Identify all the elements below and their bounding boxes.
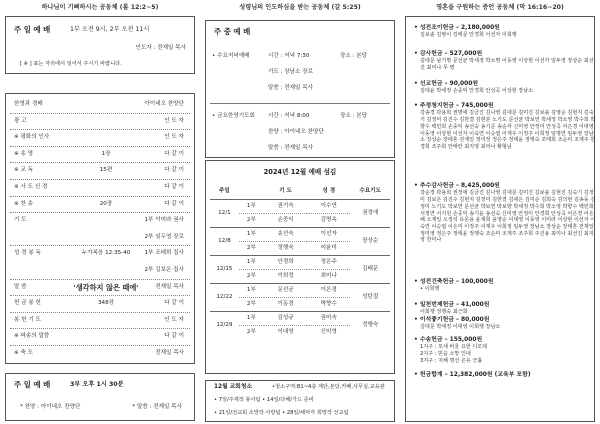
worship-order-row — [6, 98, 194, 111]
weekday-worship-box — [205, 20, 395, 158]
row-divider — [10, 113, 190, 114]
schedule-header-cell: 수요기도 — [359, 188, 381, 195]
offering-title: • 감사헌금 – 527,000원 — [414, 51, 483, 57]
order-item-label: 광 고 — [14, 117, 27, 124]
offering-names: 김대문 남기명 문선균 박세정 박소명 이동영 이상현 이선자 임두영 장상순 최선진 최미나 무 명 — [420, 58, 594, 72]
schedule-prayer: 이대영 — [264, 325, 307, 339]
order-item-label: ※ 송 영 — [14, 150, 34, 157]
weekday-header: 주 중 예 배 — [214, 27, 251, 36]
schedule-service: 2부 — [239, 297, 264, 311]
row-divider — [10, 162, 190, 163]
schedule-prayer: 문선균 — [264, 283, 307, 297]
column-title: 성령님의 인도하심을 받는 공동체 (갈 5:25) — [239, 4, 361, 11]
fri-sermon: 말씀 : 전재일 목사 — [268, 145, 314, 151]
wed-time: 시간 : 저녁 7:30 — [268, 53, 310, 59]
worship-order-row — [6, 198, 194, 211]
column-weekday-worship — [200, 0, 400, 424]
wednesday-service — [212, 45, 388, 100]
divider — [210, 103, 390, 104]
fri-time: 시간 : 저녁 8:00 — [268, 113, 310, 119]
schedule-header-cell — [239, 185, 264, 199]
standing-note: [ ※ ] 표는 자리에서 일어서 주시기 바랍니다. — [20, 61, 122, 67]
offering-title: • 성전조이헌금 – 2,180,000원 — [414, 25, 500, 31]
offering-title: • 주정청지헌금 – 745,000원 — [414, 103, 494, 109]
offering-title: • 수송헌금 – 155,000원 — [414, 337, 483, 343]
friday-service — [212, 105, 388, 155]
order-item-label: ※ 사 도 신 경 — [14, 184, 48, 190]
cleaning-header: 12월 교회청소 — [214, 384, 253, 390]
schedule-scripture: 김명옥 — [307, 213, 350, 227]
worship-order-row — [6, 297, 194, 310]
offering-title: • 선교헌금 – 90,000원 — [414, 81, 479, 87]
order-item-person: 1부 이미라 권사 — [144, 217, 184, 224]
worship-header-label: 주 일 예 배 — [14, 25, 51, 34]
order-item-label: 성 경 봉 독 — [14, 250, 41, 257]
offering-names: 이희행 정행숙 최근희 — [420, 309, 468, 316]
offering-names: 강송경 곽용희 권명애 김금진 김나영 김대문 김미진 김보솔 김영순 김현지 김숙기 김정미 김진수 김한결 김현분 노기도 문선균 박보연 박세정 박소영 박수희 박향수 백민희 손중익 송선숙 송기준 송순자 신미영 안정미 안성곡 어은경 이대영 이동영 이상현 이선자 이숙연 이승엽 이재우 이정주 이희정 임명연 임두영 장남소 장상순 장태혼 전재일 정미정 정은주 정태윤 정행숙 조태희 조순미 조재주 한경희 조주희 안태란 최지영 최미나 황형님 — [420, 110, 596, 150]
order-item-detail: 20장 — [99, 200, 113, 207]
cleaning-line-2: • 7일/주제작 봉사팀 • 14일/다해/가드 준비 — [214, 397, 314, 403]
schedule-service: 1부 — [239, 255, 264, 269]
church-cleaning-box — [205, 380, 395, 422]
fri-name: • 금요한영기도회 — [212, 113, 255, 119]
offering-item — [414, 279, 598, 293]
order-item-detail: '생각하지 않은 때에' — [73, 282, 139, 292]
schedule-scripture: 어윤미 — [307, 241, 350, 255]
worship-times: 1부 오전 9시, 2부 오전 11시 — [70, 26, 150, 33]
schedule-prayer: 송선숙 — [264, 227, 307, 241]
wed-name: • 수요저녁예배 — [212, 53, 250, 59]
cleaning-area: •청소구역:B1~4층 계단,본당,카페,사무실,교육관 — [272, 384, 385, 390]
row-divider — [10, 295, 190, 296]
schedule-wed-prayer: 성탄절 — [350, 283, 390, 311]
afternoon-time: 3부 오후 1시 30분 — [70, 381, 124, 388]
schedule-wed-prayer: 김태문 — [350, 255, 390, 283]
order-of-worship — [5, 93, 195, 364]
row-divider — [10, 245, 190, 246]
worship-order-row — [6, 131, 194, 144]
row-divider — [10, 179, 190, 180]
schedule-scripture: 권미숙 — [307, 311, 350, 325]
worship-order-row — [6, 231, 194, 244]
offering-names: 1지구 : 모세 바울 요한 디모데 2지구 : 믿음 소망 인내 3지구 : 지혜 명선 온유 긍휼 — [420, 344, 488, 364]
worship-order-row — [6, 281, 194, 294]
schedule-prayer: 이동경 — [264, 297, 307, 311]
schedule-prayer: 권기숙 — [264, 199, 307, 213]
wed-prayer: 기도 : 장남소 장로 — [268, 69, 314, 75]
order-item-person: 다 같 이 — [164, 300, 184, 307]
order-item-label: 말 씀 — [14, 283, 27, 290]
offering-title: • 추수감사헌금 – 8,425,000원 — [414, 183, 500, 189]
schedule-scripture: 이은경 — [307, 283, 350, 297]
december-schedule-box — [205, 160, 395, 374]
worship-order-row — [6, 181, 194, 194]
schedule-header-cell: 기 도 — [279, 188, 292, 195]
row-divider — [10, 279, 190, 280]
offering-title: • 헌금합계 – 12,382,000원 (교육부 포함) — [414, 372, 531, 378]
offering-item — [414, 25, 598, 39]
order-item-detail: 1장 — [101, 150, 111, 157]
wed-place: 장소 : 본당 — [340, 53, 368, 59]
order-item-person: 전재일 목사 — [155, 350, 184, 356]
schedule-service: 1부 — [239, 311, 264, 325]
schedule-scripture: 정은주 — [307, 255, 350, 269]
schedule-prayer: 손중익 — [264, 213, 307, 227]
order-item-label: 봉 헌 기 도 — [14, 316, 41, 323]
schedule-service: 1부 — [239, 227, 264, 241]
order-item-person: 전재일 목사 — [155, 283, 184, 290]
order-item-label: ※ 평화의 인사 — [14, 134, 50, 141]
schedule-date: 12/15 — [210, 255, 239, 283]
cleaning-line-3: • 21일/전교회 소망작 사랑팀 • 28일/헤마각 희망작 선교팀 — [214, 410, 349, 416]
order-item-person: 인 도 자 — [164, 117, 184, 124]
order-item-person: 인 도 자 — [164, 316, 184, 323]
order-item-person: 다 같 이 — [164, 184, 184, 190]
offering-names: 김대윤 박세정 손중익 안경희 안성곡 이상현 장남소 — [420, 88, 534, 95]
row-divider — [10, 196, 190, 197]
afternoon-header-label: 주 일 예 배 — [14, 380, 51, 389]
schedule-date: 12/22 — [210, 283, 239, 311]
schedule-date: 12/8 — [210, 227, 239, 255]
schedule-prayer: 이희정 — [264, 269, 307, 283]
row-divider — [10, 129, 190, 130]
order-item-label: 헌 금 봉 헌 — [14, 300, 41, 307]
row-divider — [10, 212, 190, 213]
afternoon-praise: * 찬양 : 아이네오 찬양단 — [20, 404, 81, 410]
schedule-header-row — [210, 185, 390, 199]
schedule-scripture: 이수연 — [307, 199, 350, 213]
fri-place: 장소 : 본당 — [340, 113, 368, 119]
schedule-header-cell: 성 경 — [322, 188, 336, 195]
order-item-person: 아이네오 찬양단 — [144, 101, 184, 107]
sunday-worship-header-box — [5, 16, 195, 74]
order-item-label: 기 도 — [14, 217, 27, 224]
offering-title: • 성전건축헌금 – 100,000원 — [414, 279, 494, 285]
schedule-service: 2부 — [239, 325, 264, 339]
worship-order-row — [6, 148, 194, 161]
order-item-person: 다 같 이 — [164, 150, 184, 157]
row-divider — [10, 312, 190, 313]
offering-title: • 이석좋기헌금 – 80,000원 — [414, 317, 490, 323]
worship-leader: 인도자 : 전재일 목사 — [135, 45, 186, 51]
wed-sermon: 말씀 : 전재일 목사 — [268, 85, 314, 91]
column-title: 하나님이 기뻐하시는 공동체 (롬 12:2~5) — [41, 4, 159, 11]
worship-order-row — [6, 214, 194, 227]
order-item-person: 2부 임두영 장로 — [144, 233, 184, 240]
schedule-date: 12/1 — [210, 199, 239, 227]
worship-order-row — [6, 314, 194, 327]
schedule-row — [210, 311, 390, 325]
order-item-label: ※ 교 독 — [14, 167, 34, 174]
offering-item — [414, 103, 598, 151]
column-sunday-worship — [0, 0, 200, 424]
order-item-person: 다 같 이 — [164, 167, 184, 174]
column-title: 영혼을 구원하는 증언 공동체 (막 16:16~20) — [436, 4, 564, 11]
schedule-header-cell: 주일 — [218, 188, 230, 195]
column-offerings — [400, 0, 600, 424]
schedule-wed-prayer: 권정애 — [350, 199, 390, 227]
worship-order-row — [6, 347, 194, 360]
row-divider — [10, 345, 190, 346]
schedule-scripture: 이선자 — [307, 227, 350, 241]
order-item-person: 2부 김보은 집사 — [144, 267, 184, 273]
order-item-person: 인 도 자 — [164, 134, 184, 141]
afternoon-worship-box — [5, 373, 195, 421]
offering-names: 김대문 박세정 이대영 이희행 장남소 — [420, 324, 501, 331]
schedule-prayer: 정행숙 — [264, 241, 307, 255]
order-item-detail: 348장 — [97, 300, 115, 307]
schedule-service: 2부 — [239, 269, 264, 283]
offering-item — [414, 302, 598, 316]
fri-praise: 찬양 : 아이네오 찬양단 — [268, 129, 324, 135]
order-item-label: 한영과 경배 — [14, 101, 43, 107]
offering-item — [414, 51, 598, 72]
order-item-label: ※ 찬 송 — [14, 200, 34, 207]
worship-order-row — [6, 115, 194, 128]
schedule-service: 1부 — [239, 283, 264, 297]
order-item-detail: 누가복음 12:35-40 — [81, 250, 131, 257]
row-divider — [10, 328, 190, 329]
schedule-date: 12/29 — [210, 311, 239, 339]
schedule-service: 2부 — [239, 241, 264, 255]
schedule-wed-prayer: 정행숙 — [350, 311, 390, 339]
order-item-label: ※ 축 도 — [14, 350, 34, 356]
schedule-prayer: 안경희 — [264, 255, 307, 269]
offering-title: • 일천번제헌금 – 41,000원 — [414, 302, 490, 308]
schedule-service: 1부 — [239, 199, 264, 213]
order-item-label: ※ 파송의 말씀 — [14, 333, 50, 340]
schedule-table — [210, 185, 390, 339]
offering-names: 강순경 곽용희 권정애 김금진 김나영 김대문 김미진 김보솔 김현진 김숙기 김정미 김보은 김진수 김현지 김정미 김한결 김세은 김미순 김희숙 김의현 김송동 김정미 노기도 박보연 문선균 박보연 박보향 박세정 박수희 박소영 박향수 백민희 서정연 서지원 손중익 송기윤 송선숙 신미영 안정미 안경희 안성곡 어은경 어은혜 오재일 오정석 유문용 윤재희 윤영순 이대영 이동영 이미라 이상현 이선자 이숙연 이승엽 이은미 이정주 이재우 이희정 임두영 장남소 장상순 장태혼 전재일 정미영 정은주 정태윤 정행숙 조순미 조재주 조주희 주진용 최미나 최선진 최지영 한미나 — [420, 190, 596, 244]
afternoon-sermon: * 말씀 : 전재일 목사 — [132, 404, 182, 410]
worship-order-row — [6, 164, 194, 177]
schedule-title: 2024년 12월 예배 섬김 — [263, 168, 337, 176]
offering-names: • 이희행 — [420, 286, 440, 293]
order-item-detail: 15편 — [99, 167, 113, 174]
offering-item — [414, 81, 598, 95]
offerings-box — [405, 16, 595, 422]
offering-item — [414, 317, 598, 331]
schedule-row — [210, 227, 390, 241]
row-divider — [10, 146, 190, 147]
order-item-person: 다 같 이 — [164, 333, 184, 340]
schedule-service: 2부 — [239, 213, 264, 227]
schedule-row — [210, 199, 390, 213]
schedule-scripture: 최미나 — [307, 269, 350, 283]
offering-item — [414, 337, 598, 365]
offering-names: 김보솔 김병이 김태문 안경희 이선자 이희행 — [420, 32, 517, 39]
schedule-wed-prayer: 장상순 — [350, 227, 390, 255]
order-item-person: 다 같 이 — [164, 200, 184, 207]
schedule-row — [210, 255, 390, 269]
worship-order-row — [6, 247, 194, 260]
offering-item — [414, 372, 598, 379]
schedule-row — [210, 283, 390, 297]
offering-item — [414, 183, 598, 244]
order-item-person: 1부 조태희 집사 — [144, 250, 184, 257]
schedule-scripture: 박향수 — [307, 297, 350, 311]
worship-order-row — [6, 264, 194, 277]
schedule-prayer: 김성규 — [264, 311, 307, 325]
worship-order-row — [6, 330, 194, 343]
schedule-scripture: 신미영 — [307, 325, 350, 339]
